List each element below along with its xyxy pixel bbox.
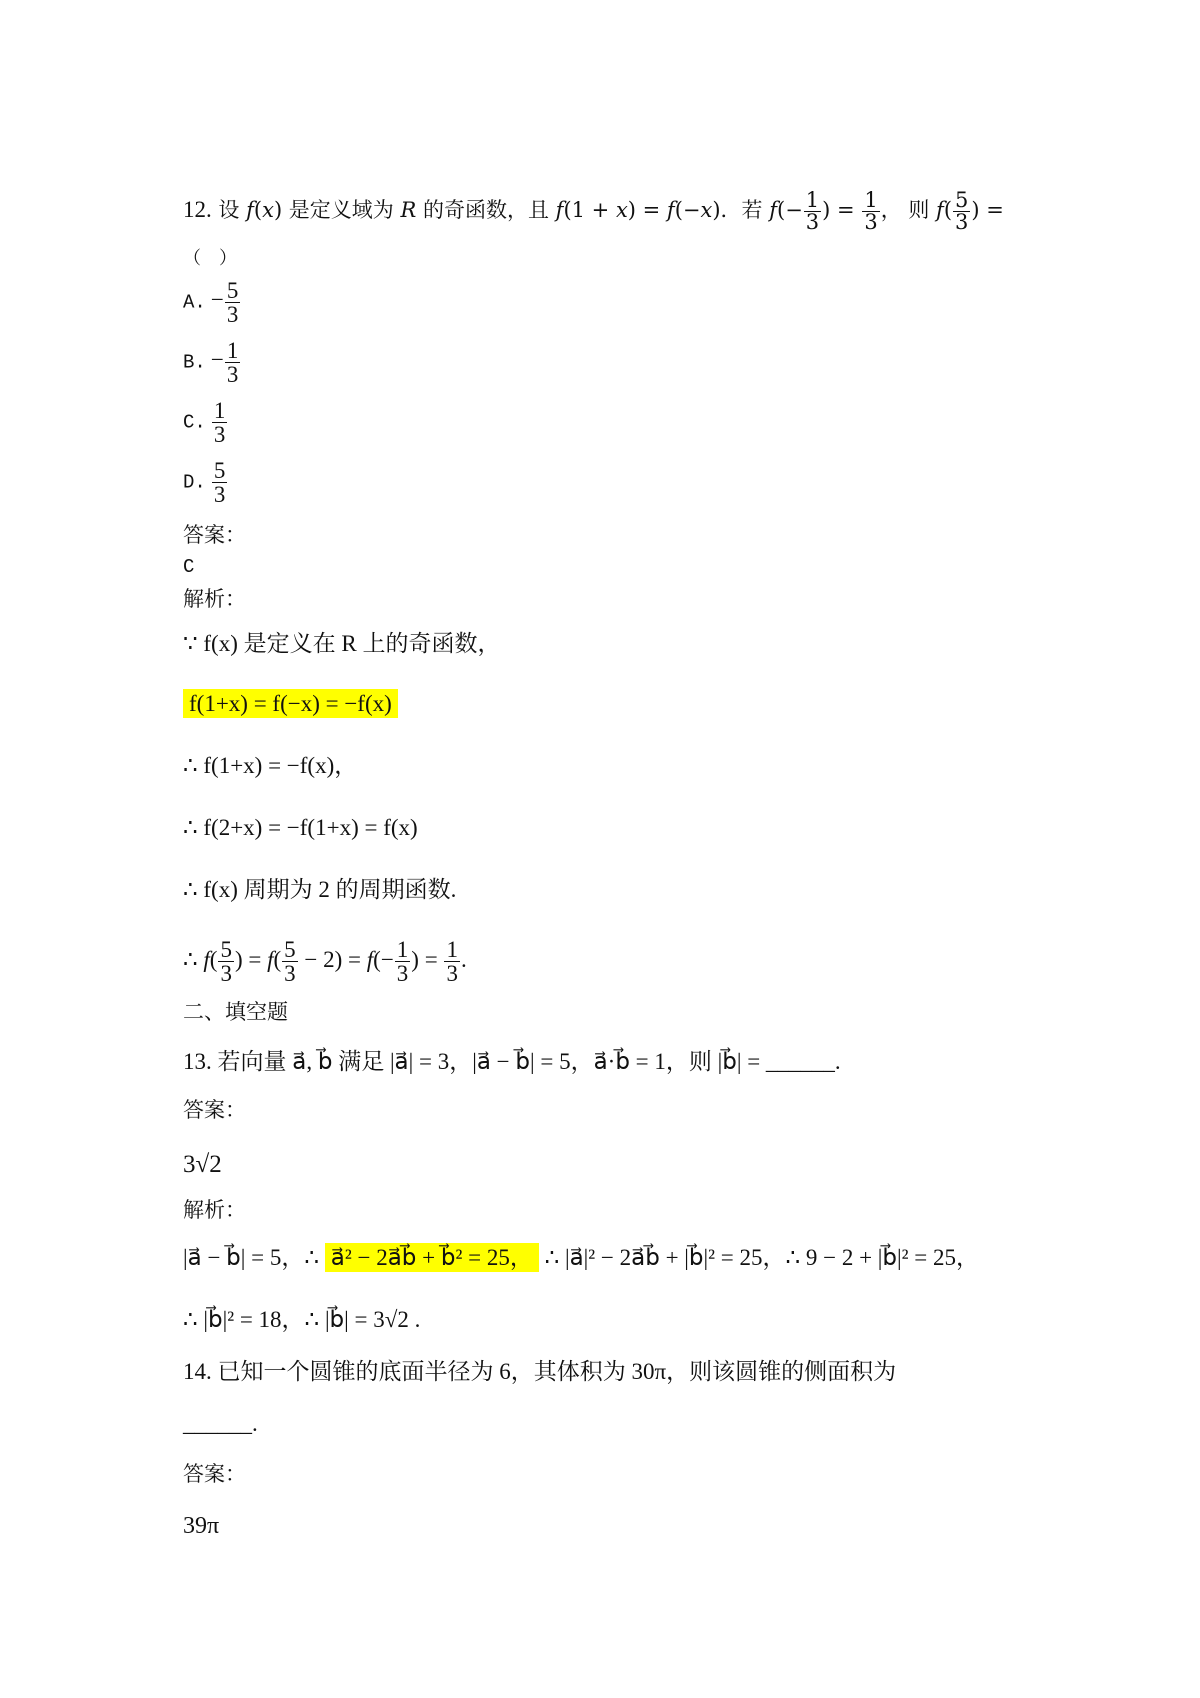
option-label: C. xyxy=(183,411,206,434)
q13-stem: 13. 若向量 a⃗, b⃗ 满足 |a⃗| = 3，|a⃗ − b⃗| = 5，a⃗·b⃗ = 1，则 |b⃗| = ______. xyxy=(183,1049,841,1074)
q13-analysis-label: 解析： xyxy=(183,1198,246,1222)
q12-paren: （ ） xyxy=(183,248,237,269)
q12-step-3: ∴ f(1+x) = −f(x)， xyxy=(183,753,358,778)
q12-stem: 12. 设 f(x) 是定义域为 R 的奇函数，且 f(1 + x) = f(−x)．若 f(− $\frac{1}{3}$ ) = $\frac{1}{3}$ ， 则 f( $\frac{5}{3}$ ) = xyxy=(183,188,1004,234)
q13-answer: 3√2 xyxy=(183,1151,222,1178)
q12-step-1: ∵ f(x) 是定义在 R 上的奇函数， xyxy=(183,631,501,656)
q14-answer: 39π xyxy=(183,1513,220,1539)
section-title: 二、填空题 xyxy=(183,1000,288,1024)
q12-step-5: ∴ f(x) 周期为 2 的周期函数. xyxy=(183,877,457,902)
option-label: A. xyxy=(183,291,206,314)
q12-option-b: B. − $\frac{1}{3}$ xyxy=(183,338,239,387)
option-label: D. xyxy=(183,471,206,494)
q12-step-4: ∴ f(2+x) = −f(1+x) = f(x) xyxy=(183,815,418,840)
q12-answer-label: 答案： xyxy=(183,523,246,547)
option-label: B. xyxy=(183,351,206,374)
q12-step-2: f(1+x) = f(−x) = −f(x) xyxy=(183,690,398,718)
q14-blank: ______. xyxy=(183,1411,258,1436)
q13-step-2: ∴ |b⃗|² = 18，∴ |b⃗| = 3√2 . xyxy=(183,1307,421,1332)
q14-answer-label: 答案： xyxy=(183,1462,246,1486)
q12-step-6: ∴ f( $\frac{5}{3}$ ) = f( $\frac{5}{3}$ − 2) = f(− $\frac{1}{3}$ ) = $\frac{1}{3}$ . xyxy=(183,937,467,986)
q13-step-1: |a⃗ − b⃗| = 5，∴ a⃗² − 2a⃗b⃗ + b⃗² = 25， ∴ |a⃗|² − 2a⃗b⃗ + |b⃗|² = 25，∴ 9 − 2 + |b⃗|² = 25， xyxy=(183,1245,979,1270)
q12-answer: C xyxy=(183,556,195,578)
q12-analysis-label: 解析： xyxy=(183,587,246,611)
q12-option-c: C. $\frac{1}{3}$ xyxy=(183,398,226,447)
q14-stem: 14. 已知一个圆锥的底面半径为 6，其体积为 30π，则该圆锥的侧面积为 xyxy=(183,1359,897,1384)
q13-answer-label: 答案： xyxy=(183,1098,246,1122)
q12-option-d: D. $\frac{5}{3}$ xyxy=(183,458,226,507)
q12-option-a: A. − $\frac{5}{3}$ xyxy=(183,278,239,327)
highlight: a⃗² − 2a⃗b⃗ + b⃗² = 25， xyxy=(325,1243,539,1272)
